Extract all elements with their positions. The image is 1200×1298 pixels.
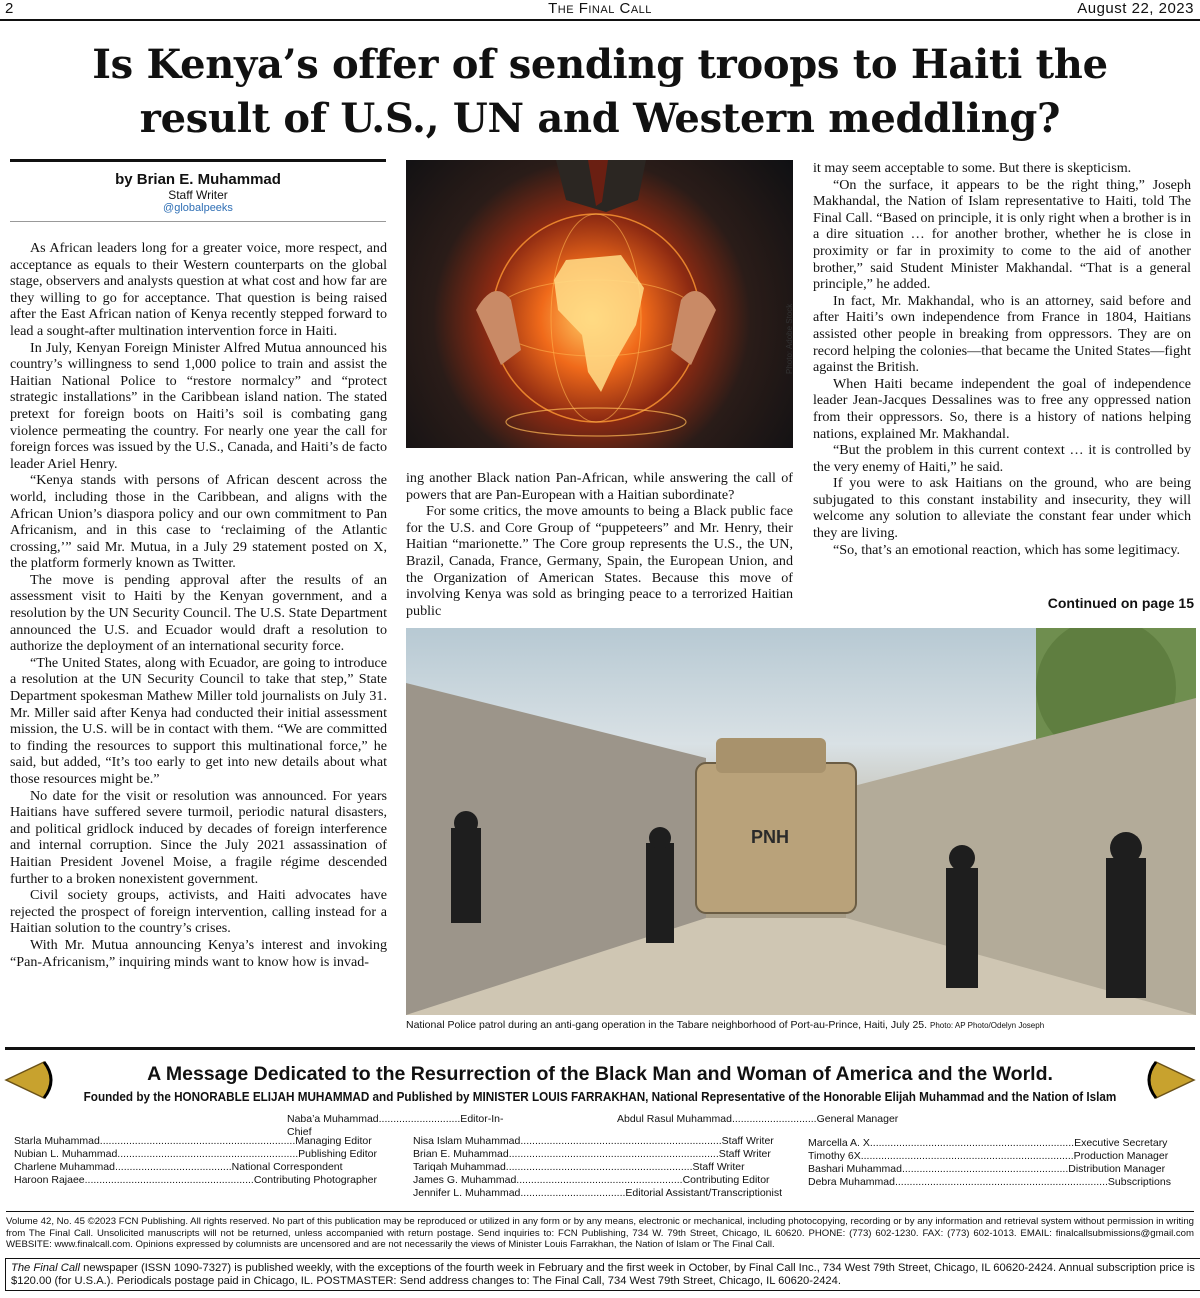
staff-entry: Brian E. Muhammad........................................................................Staff Writer — [413, 1148, 771, 1160]
newspaper-name: The Final Call — [11, 1262, 81, 1274]
article-column-2 — [406, 470, 793, 618]
article-paragraph: If you were to ask Haitians on the ground, who are being subjugated to this constant instability and insecurity, they will welcome any solution to alleviate the constant fear under which they are living. — [813, 475, 1191, 542]
headline — [0, 38, 1200, 146]
issue-date: August 22, 2023 — [1077, 0, 1194, 17]
headline-line-2: result of U.S., UN and Western meddling? — [139, 95, 1061, 142]
staff-entry: Timothy 6X.........................................................................Production Manager — [808, 1150, 1169, 1162]
page-number: 2 — [5, 0, 14, 17]
officer-2-helmet — [649, 827, 671, 849]
right-hand — [671, 291, 716, 365]
vehicle-turret — [716, 738, 826, 773]
police-patrol-photo — [406, 628, 1196, 1015]
photo2-caption — [406, 1019, 1196, 1031]
article-paragraph: As African leaders long for a greater voice, more respect, and acceptance as equals to their Western counterparts on the global stage, observers and analysts question at what cost and how far are they willing to go for acceptance. That question is being raised after the East African nation of Kenya recently stepped forward to lead a sought-after multination intervention force in Haiti. — [10, 240, 387, 339]
officer-3-helmet — [949, 845, 975, 871]
officer-1 — [451, 828, 481, 923]
author-handle[interactable]: @globalpeeks — [163, 202, 233, 214]
staff-entry: James G. Muhammad.........................................................Contributing Editor — [413, 1174, 770, 1186]
photo1-credit: Photo: Adobe Stock — [785, 303, 794, 374]
article-paragraph: The move is pending approval after the results of an assessment visit to Haiti by the Kenyan government, and a resolution by the UN Security Council. The U.S. State Department announced the U.S. and Ecuador would draft a resolution to authorize the deployment of an international security force. — [10, 571, 387, 655]
article-paragraph: “On the surface, it appears to be the right thing,” Joseph Makhandal, the Nation of Islam representative to Haiti, told The Final Call. “Based on principle, it is only right when a brother is in a dire situation … for another brother, whether he is close in proximity or far in proximity to come to the aid of another brother,” said Student Minister Makhandal. “That is a general principle,” he added. — [813, 176, 1191, 293]
article-paragraph: “So, that’s an emotional reaction, which has some legitimacy. — [833, 541, 1181, 558]
masthead-divider — [5, 1047, 1195, 1050]
continued-link[interactable]: Continued on page 15 — [1047, 595, 1194, 611]
byline — [10, 159, 386, 214]
staff-column-3 — [808, 1137, 1188, 1189]
staff-column-1 — [14, 1135, 399, 1187]
left-hand — [476, 291, 521, 365]
staff-entry: Nisa Islam Muhammad.....................................................................Staff Writer — [413, 1135, 774, 1147]
vehicle-label: PNH — [751, 827, 790, 847]
photo2-credit: Photo: AP Photo/Odelyn Joseph — [929, 1021, 1045, 1030]
staff-top-left: Naba’a Muhammad............................Editor-In-Chief — [287, 1113, 504, 1138]
officer-4-helmet — [1110, 832, 1142, 864]
article-paragraph: With Mr. Mutua announcing Kenya’s interest and invoking “Pan-Africanism,” inquiring minds want to know how is invad- — [10, 936, 387, 970]
patrol-illustration — [406, 628, 1196, 1015]
postal-notice — [5, 1258, 1200, 1291]
page-header — [0, 0, 1200, 21]
officer-4 — [1106, 858, 1146, 998]
author-role: Staff Writer — [168, 188, 228, 202]
article-paragraph: “Kenya stands with persons of African descent across the world, including those in the Caribbean, and aligns with the African Union’s diaspora policy and our own commitment to Pan Africanism, and in this case to ‘reclaiming of the Atlantic crossing,’” said Mr. Mutua, in a July 29 statement posted on X, the platform formerly known as Twitter. — [10, 472, 387, 572]
article-paragraph: In fact, Mr. Makhandal, who is an attorney, said before and after Haiti’s own independence from France in 1804, Haitians assisted other people in breaking from oppressors. They are on record helping the colonies—that became the United States—fight against the British. — [813, 292, 1191, 376]
article-paragraph: For some critics, the move amounts to being a Black public face for the U.S. and Core Group of “puppeteers” and Mr. Henry, their Haitian “marionette.” The Core group represents the U.S., the UN, Brazil, Canada, France, Germany, Spain, the European Union, and the Organization of American States. Because this move of involving Kenya was sold as bringing peace to a terrorized Haitian public — [406, 503, 793, 618]
staff-entry: Debra Muhammad.........................................................................Subscriptions — [808, 1176, 1171, 1188]
article-paragraph: it may seem acceptable to some. But there is skepticism. — [813, 160, 1132, 176]
staff-entry: Tariqah Muhammad................................................................Staff Writer — [413, 1161, 745, 1173]
caption-text: National Police patrol during an anti-gang operation in the Tabare neighborhood of Port-au-Prince, Haiti, July 25. — [406, 1019, 928, 1031]
author-name: by Brian E. Muhammad — [115, 171, 281, 188]
masthead-message: A Message Dedicated to the Resurrection of the Black Man and Woman of America and the World. — [147, 1063, 1053, 1085]
article-paragraph: When Haiti became independent the goal of independence leader Jean-Jacques Dessalines was to free any oppressed nation from their oppressors. So, there is a history of nations helping nations, explained Mr. Makhandal. — [813, 375, 1191, 442]
byline-divider — [10, 221, 386, 222]
article-paragraph: In July, Kenyan Foreign Minister Alfred Mutua announced his country’s willingness to send 1,000 police to train and assist the Haitian National Police to “restore normalcy” and “protect strategic installations” in the Caribbean island nation. The stated pretext for foreign boots on Haiti’s soil is combating gang violence permeating the country. For nearly one year the call for foreign forces was issued by the U.S., Canada, and Haiti’s de facto leader Ariel Henry. — [10, 339, 387, 472]
globe-photo — [406, 160, 793, 448]
staff-entry: Bashari Muhammad.........................................................Distribution Manager — [808, 1163, 1166, 1175]
article-paragraph: No date for the visit or resolution was announced. For years Haitians have suffered severe turmoil, periodic natural disasters, and political gridlock induced by decades of foreign interference and internal corruption. Since the July 2021 assassination of Haitian President Jovenel Moise, a fragile régime descended further to a broken nonexistent government. — [10, 787, 387, 887]
staff-entry: Haroon Rajaee..........................................................Contributing Photographer — [14, 1174, 377, 1186]
officer-3 — [946, 868, 978, 988]
masthead-founded: Founded by the HONORABLE ELIJAH MUHAMMAD and Published by MINISTER LOUIS FARRAKHAN, National Representative of the Honorable Elijah Muhammad and the Nation of Islam — [83, 1090, 1117, 1104]
staff-entry: Jennifer L. Muhammad....................................Editorial Assistant/Transcriptionist — [413, 1187, 782, 1199]
article-column-1 — [10, 240, 387, 1038]
staff-entry: Charlene Muhammad........................................National Correspondent — [14, 1161, 343, 1173]
africa-shape — [554, 255, 644, 392]
globe-illustration — [406, 160, 793, 448]
publication-name: The Final Call — [548, 0, 652, 17]
article-paragraph: “But the problem in this current context … it is controlled by the very enemy of Haiti,” he said. — [813, 442, 1191, 475]
legal-notice: Volume 42, No. 45 ©2023 FCN Publishing. All rights reserved. No part of this publication may be reproduced or utilized in any form or by any means, electronic or mechanical, including photocopying, recording or by any information and retrieval system without permission in writing from The Final Call. Unsolicited manuscripts will not be returned, unless accompanied with return postage. Send inquiries to: FCN Publishing, 734 W. 79th Street, Chicago, IL 60620. PHONE: (773) 602-1230. FAX: (773) 602-1013. EMAIL: finalcallsubmissions@gmail.com WEBSITE: www.finalcall.com. Opinions expressed by columnists are uncensored and are not necessarily the views of Minister Louis Farrakhan, the Nation of Islam or The Final Call. — [6, 1211, 1194, 1251]
staff-column-2 — [413, 1135, 793, 1200]
article-paragraph: ing another Black nation Pan-African, while answering the call of powers that are Pan-European with a Haitian subordinate? — [406, 470, 793, 503]
postal-text: newspaper (ISSN 1090-7327) is published weekly, with the exceptions of the fourth week in February and the first week in October, by Final Call Inc., 734 West 79th Street, Chicago, IL 60620-2424. Annual subscription price is $120.00 (for U.S.A.). Periodicals postage paid in Chicago, IL. POSTMASTER: Send address changes to: The Final Call, 734 West 79th Street, Chicago, IL 60620-2424. — [11, 1262, 1195, 1287]
staff-entry: Starla Muhammad...................................................................Managing Editor — [14, 1135, 372, 1147]
officer-2 — [646, 843, 674, 943]
headline-line-1: Is Kenya’s offer of sending troops to Haiti the — [92, 41, 1108, 88]
staff-entry: Nubian L. Muhammad..............................................................Publishing Editor — [14, 1148, 377, 1160]
staff-top-right: Abdul Rasul Muhammad.............................General Manager — [617, 1113, 899, 1125]
staff-entry: Marcella A. X......................................................................Executive Secretary — [808, 1137, 1168, 1149]
article-paragraph: “The United States, along with Ecuador, are going to introduce a resolution at the UN Security Council to take that step,” State Department spokesman Mathew Miller told journalists on July 31. Mr. Miller said after Kenya had conducted their initial assessment mission, the U.S. will be in contact with them. “We are committed to finding the resources to support this multinational force,” he said, but added, “It’s too early to get into new details about what those resources might be.” — [10, 654, 387, 787]
article-column-3 — [813, 160, 1191, 592]
officer-1-helmet — [454, 811, 478, 835]
article-paragraph: Civil society groups, activists, and Haiti advocates have rejected the prospect of foreign intervention, calling instead for a Haitian solution to the country’s crises. — [10, 887, 387, 937]
